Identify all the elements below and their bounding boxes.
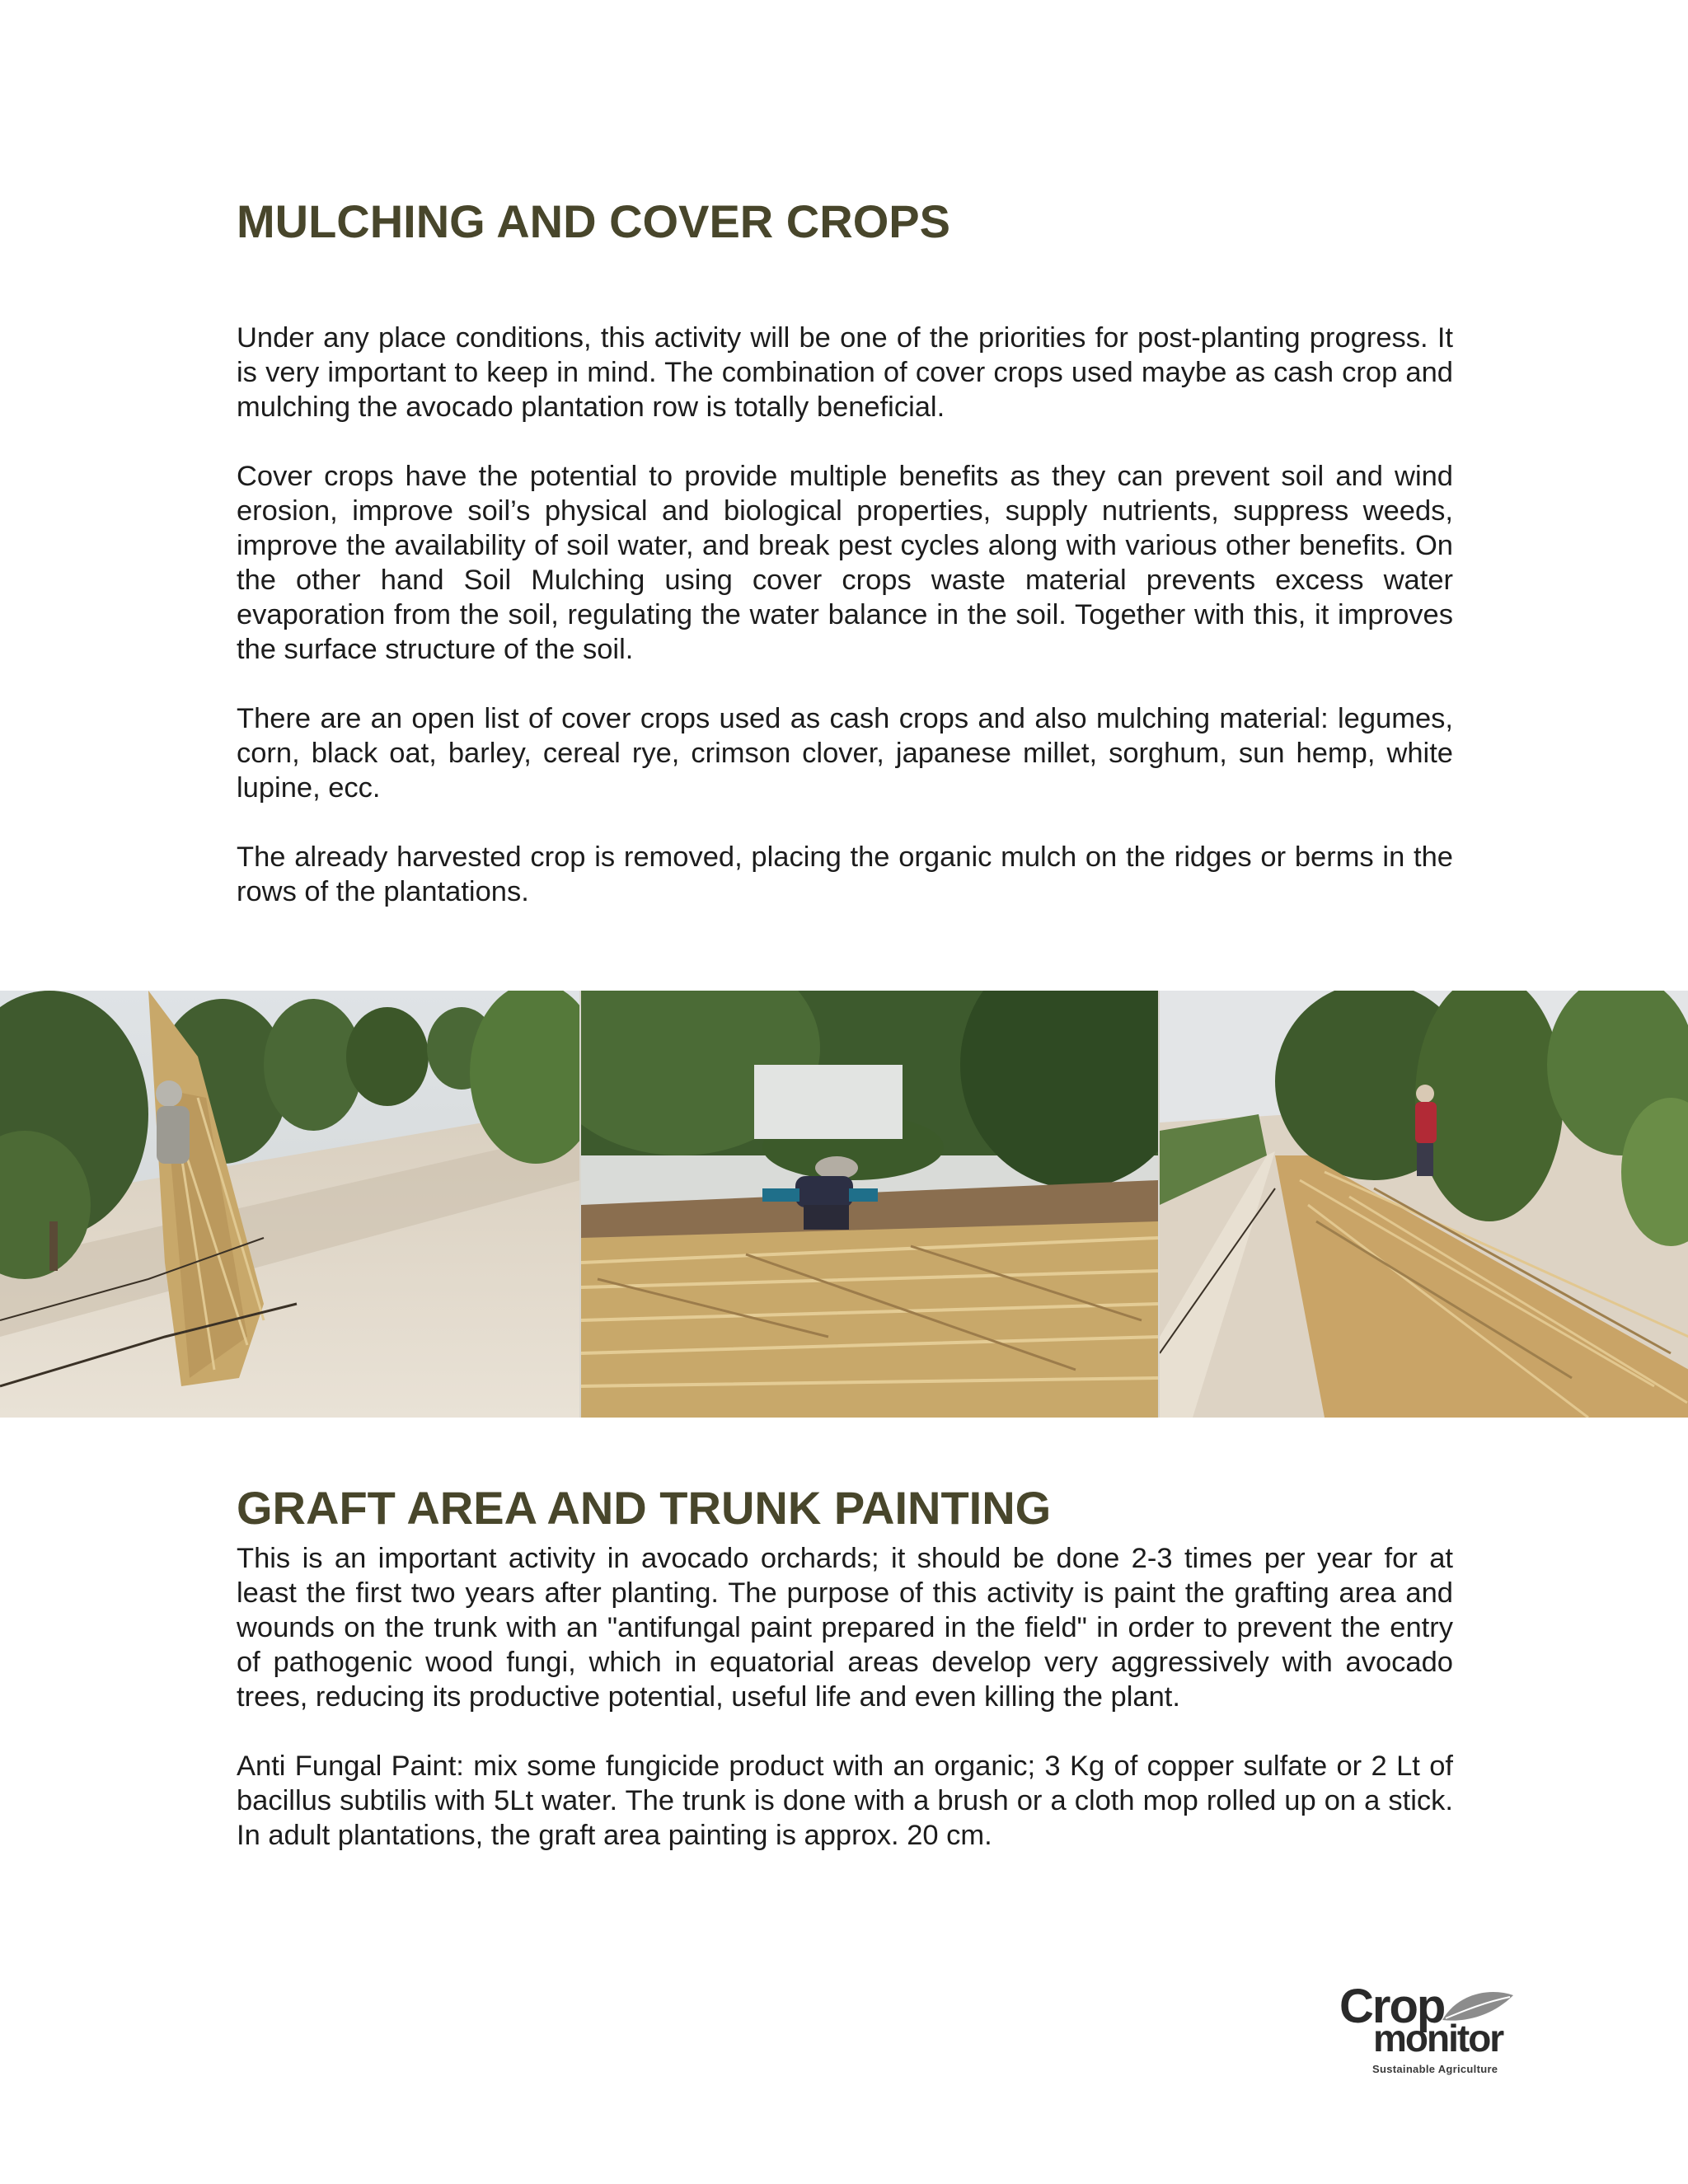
logo-word-monitor: monitor [1373, 2017, 1503, 2060]
photo-strip [0, 991, 1688, 1418]
section-title-graft: GRAFT AREA AND TRUNK PAINTING [237, 1482, 1052, 1534]
mulching-paragraph-3: There are an open list of cover crops used as cash crops and also mulching material: legumes, corn, black oat, barley, cereal rye, crimson clover, japanese millet, sorghum, sun hemp, white lupine, ecc. [237, 703, 1453, 804]
graft-paragraph-1: This is an important activity in avocado orchards; it should be done 2-3 times per year for at least the first two years after planting. The purpose of this activity is paint the grafting area and wounds on the trunk with an "antifungal paint prepared in the field" in order to prevent the entry of pathogenic wood fungi, which in equatorial areas develop very aggressively with avocado trees, reducing its productive potential, useful life and even killing the plant. [237, 1543, 1453, 1713]
photo-worker-carrying-straw [0, 991, 579, 1418]
mulching-paragraph-1: Under any place conditions, this activity will be one of the priorities for post-planting progress. It is very important to keep in mind. The combination of cover crops used maybe as cash crop and mulching the avocado plantation row is totally beneficial. [237, 322, 1453, 423]
leaf-icon [1441, 1989, 1515, 2025]
photo-mulched-row [1158, 991, 1688, 1418]
logo-word-crop: Crop [1339, 1980, 1445, 2033]
mulching-paragraph-2: Cover crops have the potential to provide multiple benefits as they can prevent soil and wind erosion, improve soil’s physical and biological properties, supply nutrients, suppress weeds, improve the availability of soil water, and break pest cycles along with various other benefits. On the other hand Soil Mulching using cover crops waste material prevents excess water evaporation from the soil, regulating the water balance in the soil. Together with this, it improves the surface structure of the soil. [237, 461, 1453, 665]
section-title-mulching: MULCHING AND COVER CROPS [237, 195, 950, 247]
mulching-section [237, 195, 1453, 944]
graft-section [237, 1482, 1453, 1887]
crop-monitor-logo [1335, 1982, 1517, 2081]
photo-worker-spreading-mulch [579, 991, 1157, 1418]
graft-paragraph-2: Anti Fungal Paint: mix some fungicide product with an organic; 3 Kg of copper sulfate or 2 Lt of bacillus subtilis with 5Lt water. The trunk is done with a brush or a cloth mop rolled up on a stick. In adult plantations, the graft area painting is approx. 20 cm. [237, 1750, 1453, 1851]
logo-tagline: Sustainable Agriculture [1372, 2063, 1498, 2075]
mulching-paragraph-4: The already harvested crop is removed, placing the organic mulch on the ridges or berms in the rows of the plantations. [237, 841, 1453, 907]
